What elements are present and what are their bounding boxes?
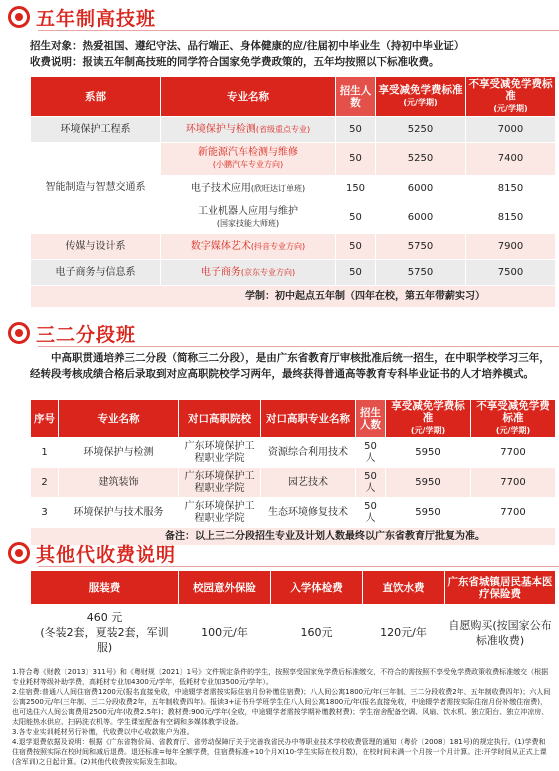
table-row: 电子商务与信息系 电子商务(京东专业方向) 50 5750 7500	[31, 260, 556, 286]
col-college: 对口高职院校	[179, 400, 261, 438]
table-row: 工业机器人应用与维护 (国家技能大师班) 50 6000 8150	[31, 202, 556, 234]
section1-table	[30, 76, 556, 308]
table-row: 3 环境保护与技术服务 广东环境保护工程职业学院 生态环境修复技术 50 人 5950 7700	[31, 498, 556, 528]
table-row: 环境保护工程系 环境保护与检测(省级重点专业) 50 5250 7000	[31, 117, 556, 143]
col-water: 直饮水费	[363, 571, 445, 605]
col-count: 招生人数	[336, 77, 376, 117]
col-insurance: 校园意外保险	[179, 571, 271, 605]
note-item: 3.各专业实训耗材另行补缴，代收费以中心收款账户为准。	[12, 728, 194, 736]
col-physical: 入学体检费	[271, 571, 363, 605]
section1-intro	[30, 38, 550, 70]
col-major: 专业名称	[161, 77, 336, 117]
col-uniform: 服装费	[31, 571, 179, 605]
section3-table	[30, 570, 556, 661]
table-footer-row: 备注：以上三二分段招生专业及计划人数最终以广东省教育厅批复为准。	[31, 528, 556, 546]
section1-heading	[8, 4, 156, 30]
recruit-target-text: 招生对象：热爱祖国、遵纪守法、品行端正、身体健康的应/往届初中毕业生（持初中毕业证）	[30, 40, 465, 52]
bullet-circle-icon	[8, 322, 30, 344]
table-row: 2 建筑装饰 广东环境保护工程职业学院 园艺技术 50 人 5950 7700	[31, 468, 556, 498]
section3-heading	[8, 540, 176, 566]
fee-note-text: 收费说明：报读五年制高技班的同学符合国家免学费政策的，五年均按照以下标准收费。	[30, 56, 440, 68]
col-fee1: 享受减免学费标准 (元/学期)	[376, 77, 466, 117]
col-count: 招生人数	[356, 400, 386, 438]
section1-title: 五年制高技班	[36, 7, 157, 30]
table-row: 1 环境保护与检测 广东环境保护工程职业学院 资源综合利用技术 50 人 5950 7700	[31, 438, 556, 468]
section2-table	[30, 399, 556, 546]
section2-intro: 中高职贯通培养三二分段（简称三二分段），是由广东省教育厅审核批准后统一招生，在中职学校学习三年，经转段考核成绩合格后录取到对应高职院校学习两年，最终获得普通高等教育专科毕业证书的人才培养模式。	[30, 352, 550, 380]
col-major: 专业名称	[59, 400, 179, 438]
table-row: 460 元 (冬装2套，夏装2套，军训服) 100元/年 160元 120元/年 自愿购买(按国家公布标准收费)	[31, 605, 556, 661]
section3-title: 其他代收费说明	[36, 543, 177, 566]
col-no: 序号	[31, 400, 59, 438]
table-footer-row: 学制：初中起点五年制（四年在校，第五年带薪实习）	[31, 286, 556, 308]
notes-block	[12, 667, 552, 767]
bullet-circle-icon	[8, 542, 30, 564]
note-item: 1.符合粤《财教〔2013〕311号》和《粤财规〔2021〕1号》文件规定条件的学生，按照享受国家免学费后标准缴交，不符合的需按照不享受免学费政策收费标准缴交（根据专业耗材等级补助学费，高耗材专业加4300元/学年，低耗材专业加3500元/学年）。	[12, 668, 549, 686]
note-item: 4.退学退费依据及说明：根据《广东省物价局、省教育厅、省劳动保障厅关于完善我省民办中等职业技术学校收费管理的通知（粤价〔2008〕181号)的规定执行。(1)学费和住宿费按照实际在校时间和减后退费。退还标准=每年全额学费，住宿费标准÷10个月X(10-学生实际在校月数)，在校时间未满一个月按一个月计算。注:开学时间从正式上课(含军训)之日起计算。(2)其他代收费按实际发生扣取。	[12, 738, 547, 766]
table-row: 电子技术应用(欣旺达订单班) 150 6000 8150	[31, 176, 556, 202]
table-row: 智能制造与智慧交通系 新能源汽车检测与维修 (小鹏汽车专业方向) 50 5250 7400	[31, 143, 556, 176]
col-dept: 系部	[31, 77, 161, 117]
section2-title: 三二分段班	[36, 323, 137, 346]
note-item: 2.住宿费:普通八人间住宿费1200元(报名直接免收，中途辍学者需按实际住宿月份补缴住宿费)；八人间公寓1800元/年(三年制、三二分段收费2年、五年制收费四年)；六人间公寓2500元/年(三年制、三二分段收费2年，五年制收费四年)。报读3+证书升学班学生住八人间公寓1800元/年(报名直接免收，中途辍学者需按实际住宿月份补缴住宿费)，也可选住六人间公寓费用2500元/年(收费2.5年)；教材费:900元/学年(全收，中途辍学者需按学期补缴教材费)；学生宿舍配备空调、风扇、饮水机、独立阳台、独立冲凉房、太阳能热水供应、扫码洗衣机等。学生课室配备有空调和多媒体教学设备。	[12, 688, 551, 726]
col-medical: 广东省城镇居民基本医疗保险费	[445, 571, 556, 605]
section2-heading	[8, 320, 136, 346]
table-row: 传媒与设计系 数字媒体艺术(抖音专业方向) 50 5750 7900	[31, 234, 556, 260]
col-college-major: 对口高职专业名称	[261, 400, 356, 438]
col-fee2: 不享受减免学费标准 (元/学期)	[466, 77, 556, 117]
col-fee2: 不享受减免学费标准 (元/学期)	[471, 400, 556, 438]
col-fee1: 享受减免学费标准 (元/学期)	[386, 400, 471, 438]
bullet-circle-icon	[8, 6, 30, 28]
